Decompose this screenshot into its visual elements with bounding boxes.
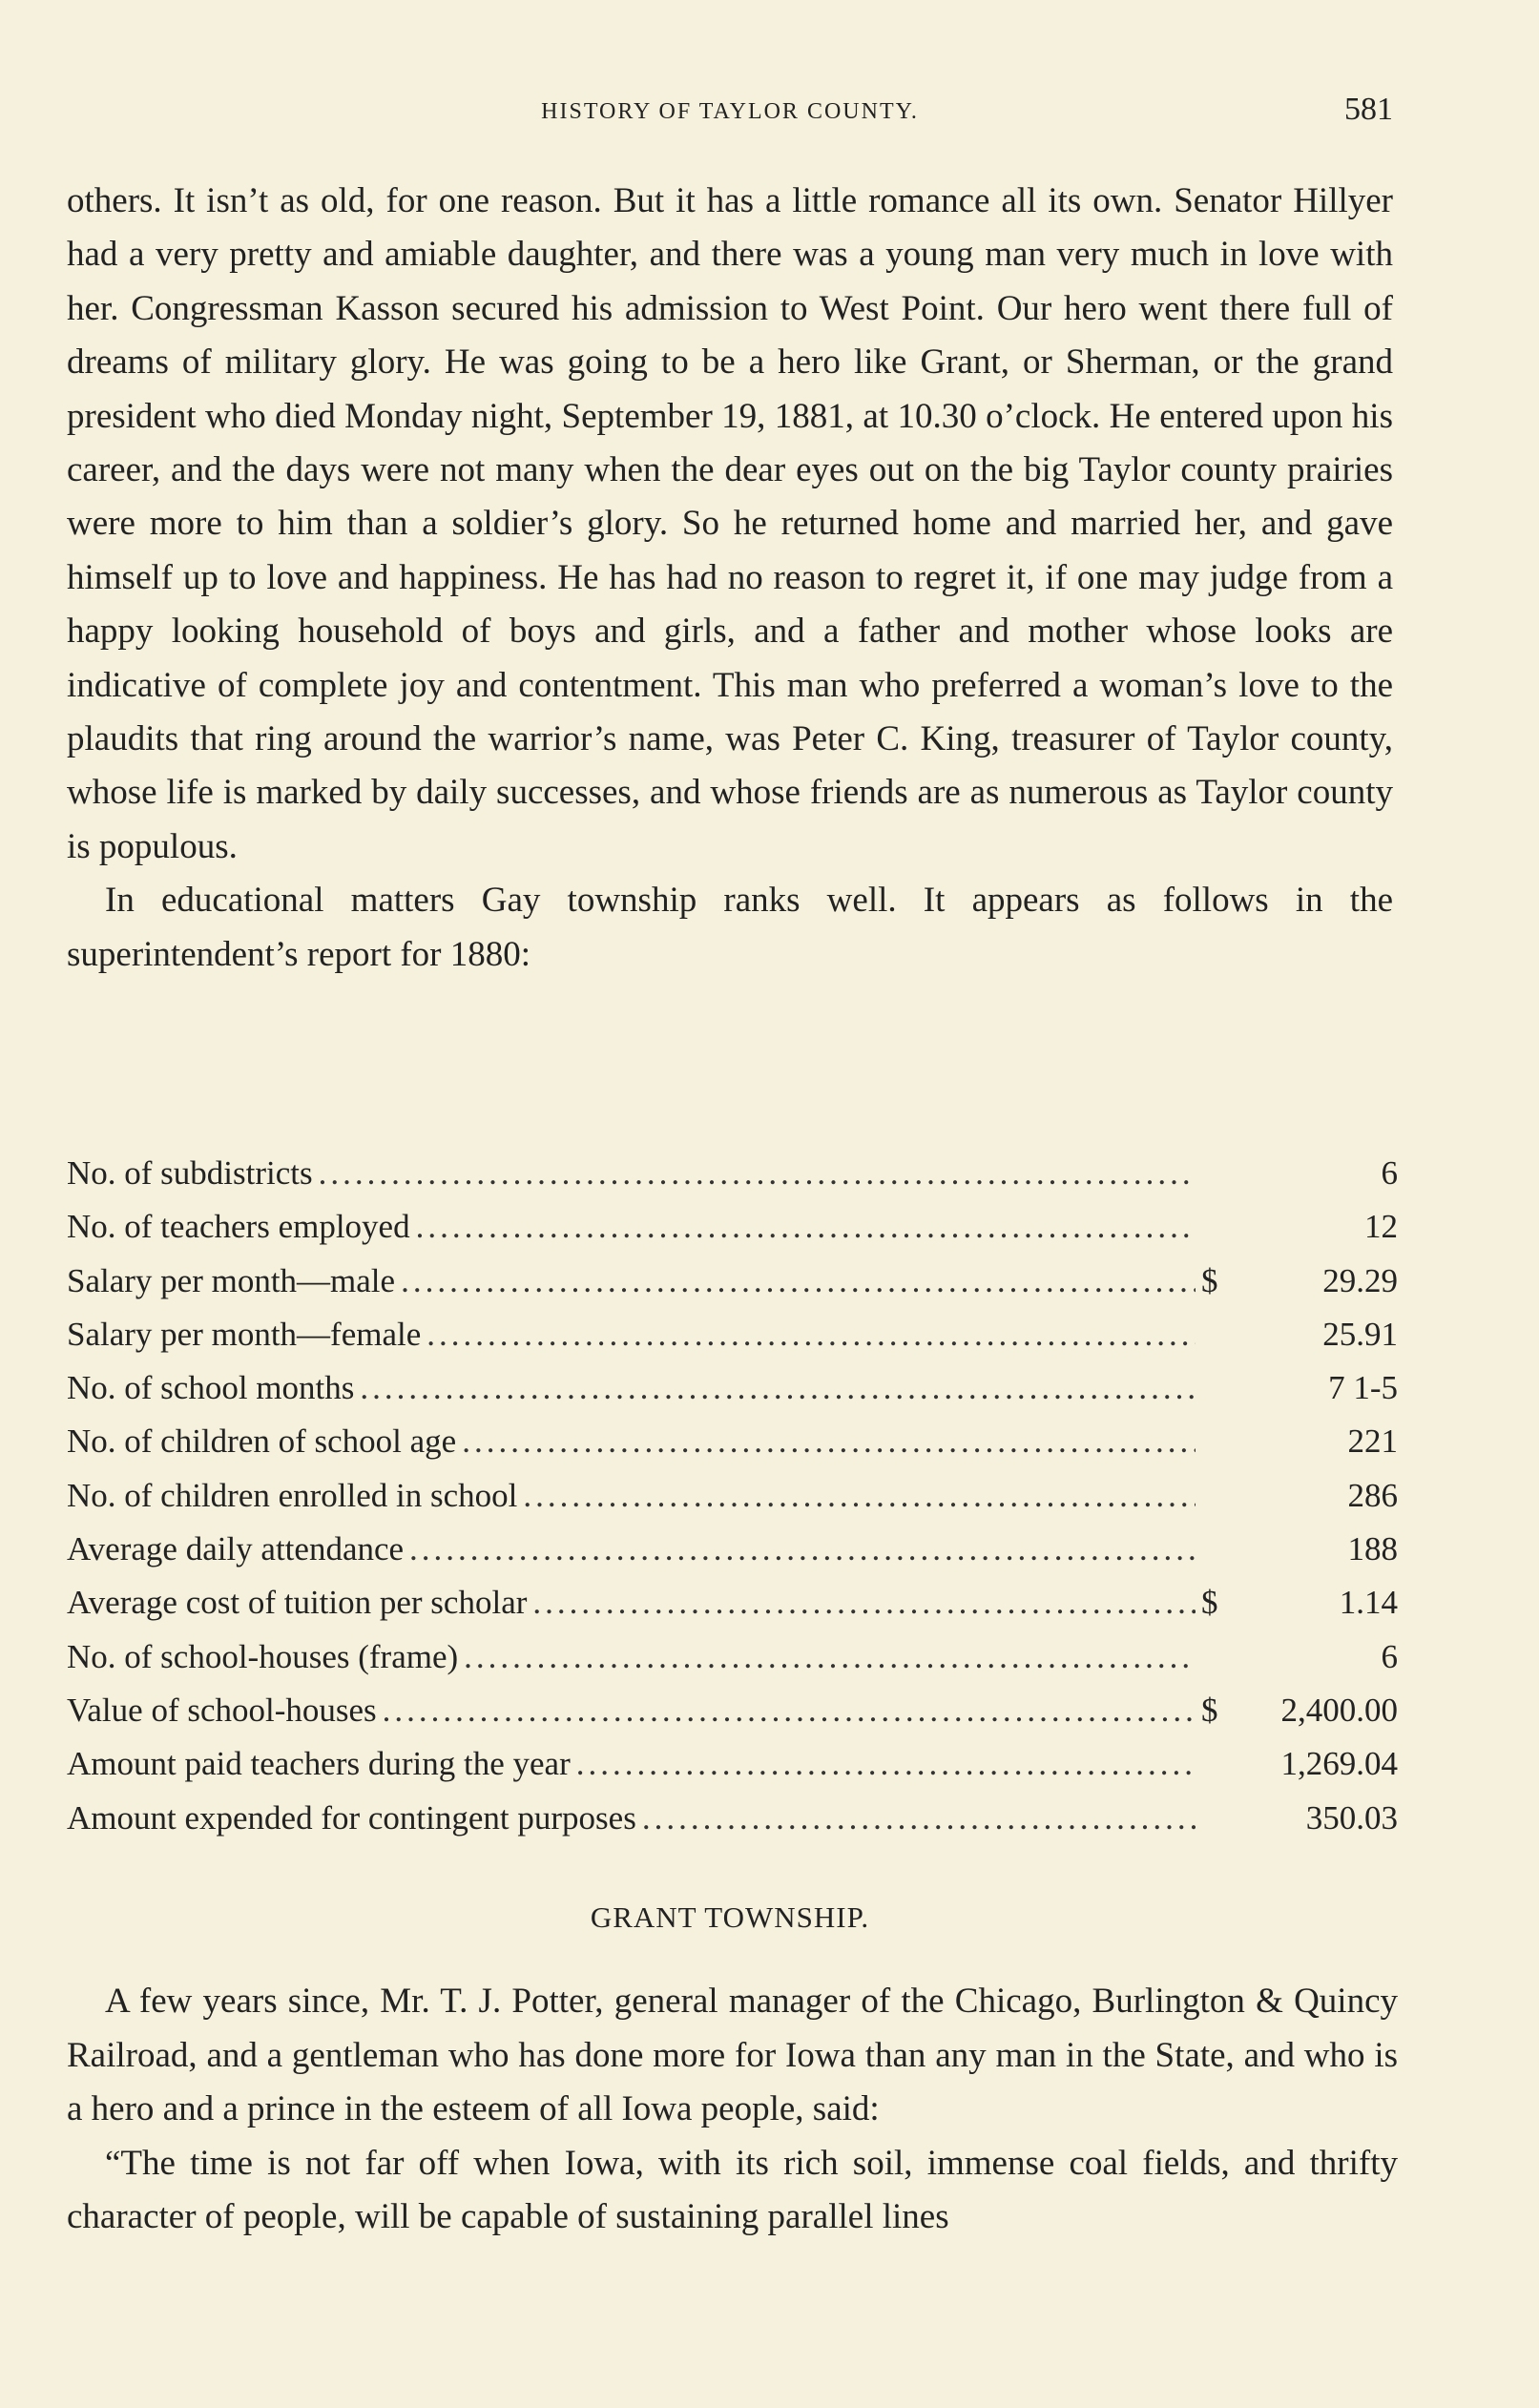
stat-value: 2,400.00 xyxy=(1280,1691,1398,1729)
stat-label: No. of school months xyxy=(67,1369,355,1407)
stat-label: Salary per month—female xyxy=(67,1315,422,1353)
paragraph-potter-quote-intro: A few years since, Mr. T. J. Potter, general manager of the Chicago, Burlington & Quincy Railroad, and a gentleman who has done more for Iowa than any man in the State, and who is a hero and a prince in the esteem of all Iowa people, said: xyxy=(67,1982,1398,2128)
stat-label: No. of children of school age xyxy=(67,1422,457,1461)
stat-leader-dots xyxy=(642,1799,1196,1837)
stat-label: Average cost of tuition per scholar xyxy=(67,1584,528,1622)
stat-row xyxy=(67,1799,1398,1853)
stat-leader-dots xyxy=(401,1262,1196,1300)
stat-row xyxy=(67,1369,1398,1422)
stat-leader-dots xyxy=(319,1154,1196,1193)
stat-value: 1,269.04 xyxy=(1280,1745,1398,1783)
stat-label: No. of children enrolled in school xyxy=(67,1476,518,1514)
stat-row xyxy=(67,1692,1398,1745)
stat-value: 188 xyxy=(1347,1530,1398,1568)
stat-currency: $ xyxy=(1201,1691,1218,1729)
paragraph-potter-quote: “The time is not far off when Iowa, with its rich soil, immense coal fields, and thrifty character of people, will be capable of sustaining parallel lines xyxy=(67,2143,1398,2236)
stat-value: 6 xyxy=(1381,1154,1398,1192)
stat-row xyxy=(67,1154,1398,1208)
stat-value: 29.29 xyxy=(1322,1261,1398,1299)
stat-leader-dots xyxy=(383,1692,1196,1730)
stat-leader-dots xyxy=(409,1530,1196,1568)
stat-row xyxy=(67,1316,1398,1369)
stat-row xyxy=(67,1422,1398,1476)
stat-row xyxy=(67,1477,1398,1530)
stat-label: No. of subdistricts xyxy=(67,1154,313,1192)
stat-row xyxy=(67,1638,1398,1692)
stat-row xyxy=(67,1262,1398,1316)
stat-leader-dots xyxy=(464,1638,1196,1676)
stat-label: Value of school-houses xyxy=(67,1691,377,1729)
paragraph-education-intro: In educational matters Gay township ranks well. It appears as follows in the superintendent’s report for 1880: xyxy=(67,881,1393,974)
stat-currency: $ xyxy=(1201,1261,1218,1299)
stat-leader-dots xyxy=(426,1316,1196,1354)
stat-row xyxy=(67,1208,1398,1261)
stat-leader-dots xyxy=(523,1477,1196,1515)
opening-text xyxy=(67,175,1393,982)
stat-label: Salary per month—male xyxy=(67,1261,396,1299)
stat-value: 12 xyxy=(1364,1208,1398,1246)
stat-currency: $ xyxy=(1201,1584,1218,1622)
stat-value: 25.91 xyxy=(1322,1315,1398,1353)
stat-value: 7 1-5 xyxy=(1328,1369,1398,1407)
section-heading-grant-township: GRANT TOWNSHIP. xyxy=(590,1900,870,1934)
stat-label: No. of teachers employed xyxy=(67,1208,410,1246)
stat-label: Amount paid teachers during the year xyxy=(67,1745,571,1783)
stat-row xyxy=(67,1530,1398,1584)
grant-township-text xyxy=(67,1975,1398,2245)
stat-label: Average daily attendance xyxy=(67,1530,405,1568)
stat-leader-dots xyxy=(462,1422,1196,1461)
stat-leader-dots xyxy=(532,1584,1196,1622)
stat-value: 221 xyxy=(1347,1422,1398,1461)
school-statistics-table xyxy=(67,1154,1398,1853)
stat-value: 350.03 xyxy=(1305,1798,1398,1837)
stat-leader-dots xyxy=(360,1369,1196,1407)
page-number: 581 xyxy=(1344,92,1393,127)
stat-value: 1.14 xyxy=(1339,1584,1398,1622)
stat-label: No. of school-houses (frame) xyxy=(67,1637,459,1675)
stat-value: 6 xyxy=(1381,1637,1398,1675)
stat-row xyxy=(67,1584,1398,1637)
paragraph-king-story: others. It isn’t as old, for one reason. But it has a little romance all its own. Senator Hillyer had a very pretty and amiable daughter, and there was a young man very much in love with her. Congressman Kasson secured his admission to West Point. Our hero went there full of dreams of military glory. He was going to be a hero like Grant, or Sherman, or the grand president who died Monday night, September 19, 1881, at 10.30 o’clock. He entered upon his career, and the days were not many when the dear eyes out on the big Taylor county prairies were more to him than a soldier’s glory. So he returned home and married her, and gave himself up to love and happiness. He has had no reason to regret it, if one may judge from a happy looking household of boys and girls, and a father and mother whose looks are indicative of complete joy and contentment. This man who preferred a woman’s love to the plaudits that ring around the warrior’s name, was Peter C. King, treasurer of Taylor county, whose life is marked by daily successes, and whose friends are as numerous as Taylor county is populous. xyxy=(67,181,1393,866)
stat-row xyxy=(67,1745,1398,1798)
running-header xyxy=(67,92,1393,134)
stat-label: Amount expended for contingent purposes xyxy=(67,1798,636,1837)
stat-leader-dots xyxy=(576,1745,1196,1783)
running-title: HISTORY OF TAYLOR COUNTY. xyxy=(541,99,919,124)
stat-value: 286 xyxy=(1347,1476,1398,1514)
stat-leader-dots xyxy=(416,1208,1196,1246)
